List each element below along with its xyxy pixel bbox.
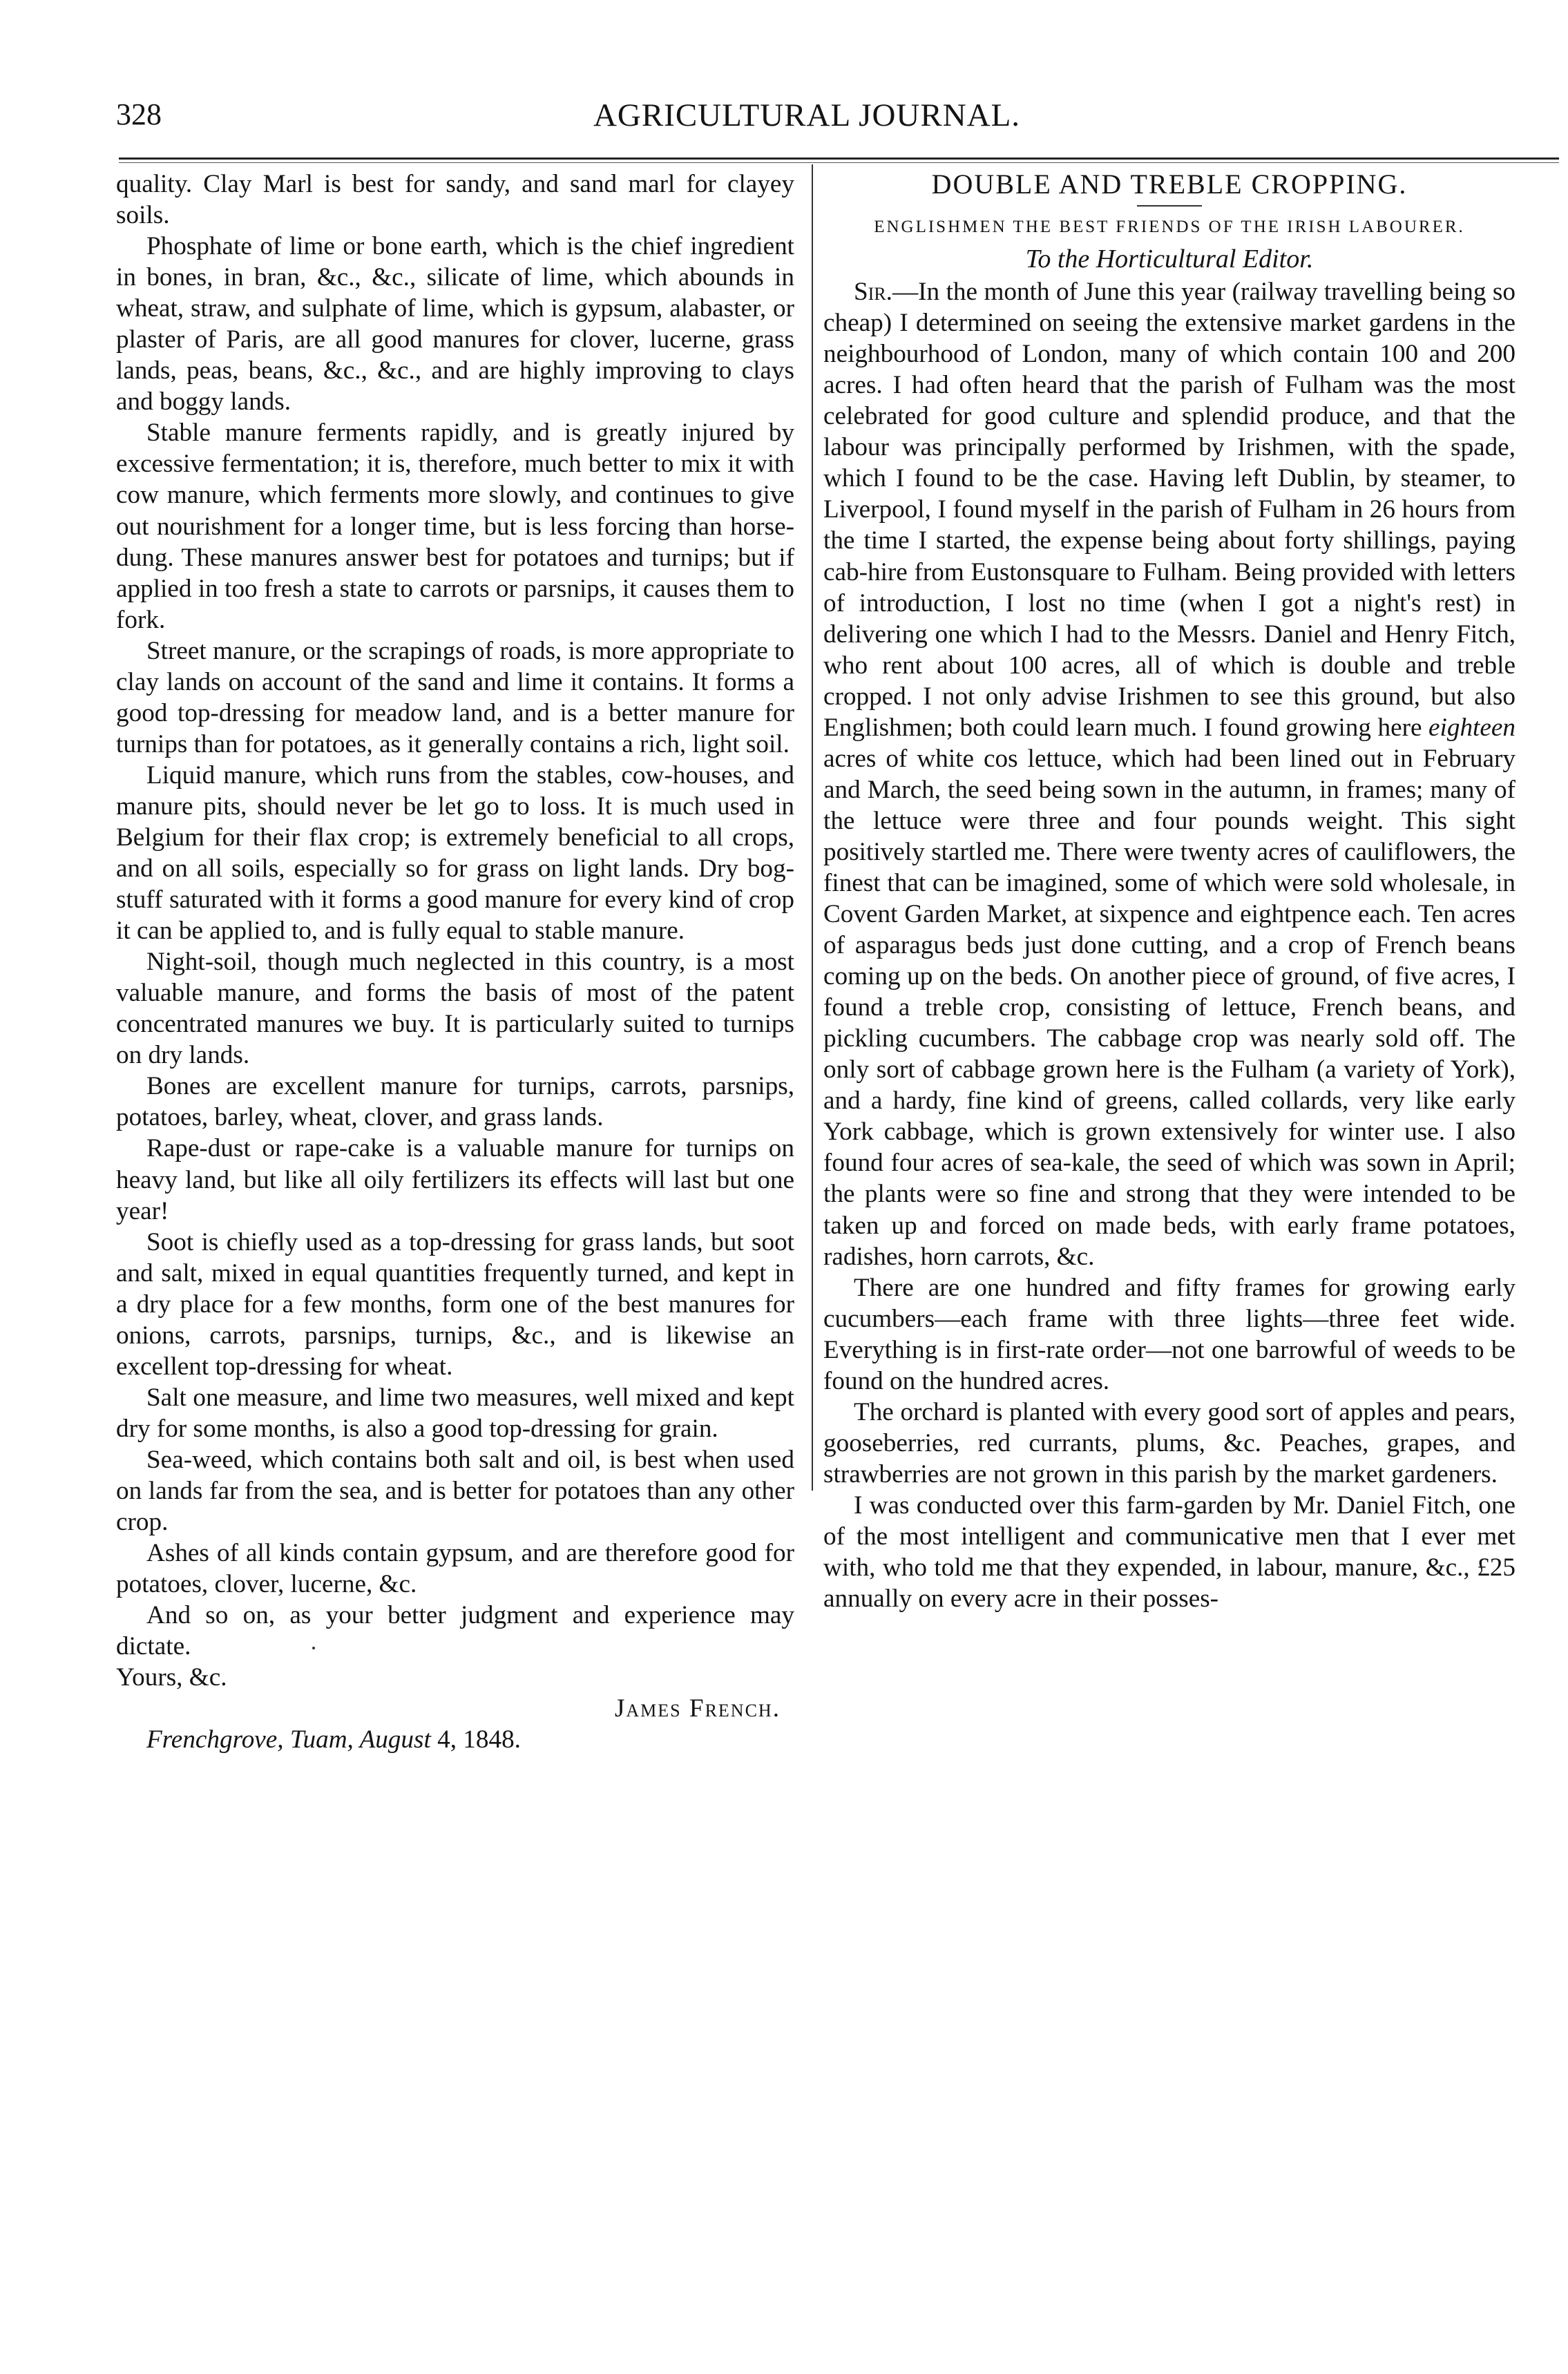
signature: James French. [614,1694,781,1723]
closing-yours: Yours, &c. [116,1663,227,1692]
paragraph: Bones are excellent manure for turnips, carrots, parsnips, potatoes, barley, wheat, clover, and grass lands. [116,1072,794,1132]
paragraph: Rape-dust or rape-cake is a valuable manure for turnips on heavy land, but like all oily fertilizers its effects will last but one year! [116,1134,794,1225]
dateline [116,1724,794,1755]
header-rule-thin [119,162,1559,163]
right-column [823,169,1516,1614]
running-title: AGRICULTURAL JOURNAL. [593,97,1021,133]
paragraph: Street manure, or the scrapings of roads, is more appropriate to clay lands on account of the sand and lime it contains. It forms a good top-dressing for meadow land, and is a better manure for turnips than for potatoes, as it generally contains a rich, light soil. [116,636,794,758]
article-title: DOUBLE AND TREBLE CROPPING. [931,169,1408,200]
paragraph: Phosphate of lime or bone earth, which is the chief ingredient in bones, in bran, &c., &c., silicate of lime, which abounds in wheat, straw, and sulphate of lime, which is gypsum, alabaster, or plaster of Paris, are all good manures for clover, lucerne, grass lands, peas, beans, &c., &c., and are highly improving to clays and boggy lands. [116,232,794,417]
salutation: Sir. [854,278,892,307]
paragraph: Ashes of all kinds contain gypsum, and are therefore good for potatoes, clover, lucerne, &c. [116,1539,794,1599]
paragraph-text: acres of white cos lettuce, which had been lined out in February and March, the seed being sown in the autumn, in frames; many of the lettuce were three and four pounds weight. This sight positively startled me. There were twenty acres of cauliflowers, the finest that can be imagined, some of which were sold wholesale, in Covent Garden Market, at sixpence and eightpence each. Ten acres of asparagus beds just done cutting, and a crop of French beans coming up on the beds. On another piece of ground, of five acres, I found a treble crop, consisting of lettuce, French beans, and pickling cucumbers. The cabbage crop was nearly sold off. The only sort of cabbage grown here is the Fulham (a variety of York), and a hardy, fine kind of greens, called collards, very like early York cabbage, which is grown extensively for winter use. I also found four acres of sea-kale, the seed of which was sown in April; the plants were so fine and strong that they were intended to be taken up and forced on made beds, with early frame potatoes, radishes, horn carrots, &c. [823,744,1516,1271]
article-subhead: ENGLISHMEN THE BEST FRIENDS OF THE IRISH LABOURER. [874,218,1465,237]
paragraph: quality. Clay Marl is best for sandy, and sand marl for clayey soils. [116,170,794,230]
left-column [116,169,794,1755]
paragraph: I was conducted over this farm-garden by Mr. Daniel Fitch, one of the most intelligent and communicative men that I ever met with, who told me that they expended, in labour, manure, &c., £25 annually on every acre in their posses- [823,1491,1516,1614]
paragraph: Stable manure ferments rapidly, and is greatly injured by excessive fermentation; it is, therefore, much better to mix it with cow manure, which ferments more slowly, and continues to give out nourishment for a longer time, but is less forcing than horse-dung. These manures answer best for potatoes and turnips; but if applied in too fresh a state to carrots or parsnips, it causes them to fork. [116,419,794,634]
title-rule [1137,205,1202,207]
header-rule [119,157,1559,160]
emphasis: eighteen [1428,713,1516,742]
paragraph: Sea-weed, which contains both salt and oil, is best when used on lands far from the sea, and is better for potatoes than any other crop. [116,1445,794,1537]
paragraph: Night-soil, though much neglected in this country, is a most valuable manure, and forms the basis of most of the patent concentrated manures we buy. It is particularly suited to turnips on dry lands. [116,948,794,1070]
dateline-date: 4, 1848. [437,1725,521,1754]
stray-mark [312,1647,315,1649]
paragraph: Liquid manure, which runs from the stables, cow-houses, and manure pits, should never be let go to loss. It is much used in Belgium for their flax crop; is extremely beneficial to all crops, and on all soils, especially so for grass on light lands. Dry bog-stuff saturated with it forms a good manure for every kind of crop it can be applied to, and is fully equal to stable manure. [116,760,794,946]
addressee: To the Horticultural Editor. [1025,245,1314,274]
paragraph: Salt one measure, and lime two measures, well mixed and kept dry for some months, is also a good top-dressing for grain. [116,1383,794,1443]
paragraph: The orchard is planted with every good sort of apples and pears, gooseberries, red currants, plums, &c. Peaches, grapes, and strawberries are not grown in this parish by the market gardeners. [823,1397,1516,1488]
page-header [116,97,1560,152]
paragraph: And so on, as your better judgment and experience may dictate. [116,1601,794,1661]
paragraph: There are one hundred and fifty frames for growing early cucumbers—each frame with three lights—three feet wide. Everything is in first-rate order—not one barrowful of weeds to be found on the hundred acres. [823,1273,1516,1395]
paragraph [823,276,1516,1272]
paragraph-text: —In the month of June this year (railway travelling being so cheap) I determined on seeing the extensive market gardens in the neighbourhood of London, many of which contain 100 and 200 acres. I had often heard that the parish of Fulham was the most celebrated for good culture and splendid produce, and that the labour was principally performed by Irishmen, with the spade, which I found to be the case. Having left Dublin, by steamer, to Liverpool, I found myself in the parish of Fulham in 26 hours from the time I started, the expense being about forty shillings, paying cab-hire from Eustonsquare to Fulham. Being provided with letters of introduction, I lost no time (when I got a night's rest) in delivering one which I had to the Messrs. Daniel and Henry Fitch, who rent about 100 acres, all of which is double and treble cropped. I not only advise Irishmen to see this ground, but also Englishmen; both could learn much. I found growing here [823,278,1516,742]
dateline-place: Frenchgrove, Tuam, August [146,1725,431,1754]
page-number: 328 [116,97,162,131]
column-divider [812,164,813,1491]
paragraph: Soot is chiefly used as a top-dressing for grass lands, but soot and salt, mixed in equal quantities frequently turned, and kept in a dry place for a few months, form one of the best manures for onions, carrots, parsnips, turnips, &c., and is likewise an excellent top-dressing for wheat. [116,1227,794,1381]
